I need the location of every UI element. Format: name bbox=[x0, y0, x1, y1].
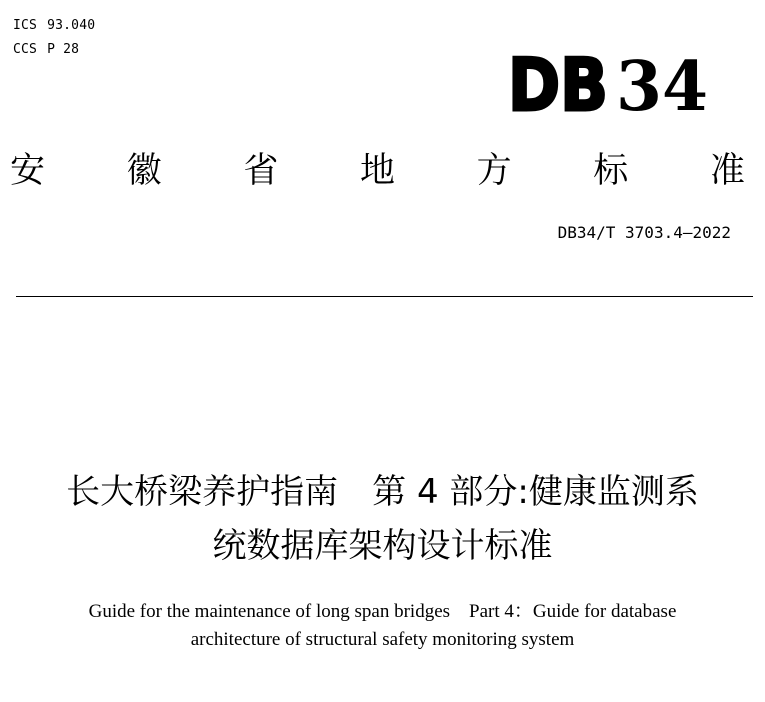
ccs-code: P 28 bbox=[47, 42, 80, 57]
banner-char: 标 bbox=[593, 151, 629, 191]
ccs-code-line bbox=[13, 42, 79, 58]
standard-number: DB34/T 3703.4—2022 bbox=[557, 223, 731, 242]
title-en-line-1: Guide for the maintenance of long span bridges Part 4：Guide for database bbox=[88, 601, 677, 622]
ics-code-line bbox=[13, 18, 95, 34]
title-en-line-2: architecture of structural safety monitoring system bbox=[190, 629, 575, 650]
title-cn-line-1: 长大桥梁养护指南 第 4 部分:健康监测系 bbox=[66, 472, 699, 512]
ics-label: ICS bbox=[13, 18, 38, 33]
ics-code: 93.040 bbox=[47, 18, 96, 33]
banner-char: 安 bbox=[10, 151, 46, 191]
standard-mark-digits: 34 bbox=[616, 47, 708, 127]
ccs-label: CCS bbox=[13, 42, 38, 57]
banner-char: 准 bbox=[709, 151, 745, 191]
standard-category-banner bbox=[10, 146, 745, 196]
standard-mark bbox=[508, 40, 718, 130]
standard-mark-svg bbox=[508, 40, 718, 130]
banner-char: 地 bbox=[359, 151, 395, 191]
banner-char: 徽 bbox=[126, 151, 162, 191]
title-cn-line-2: 统数据库架构设计标准 bbox=[212, 526, 553, 566]
divider-rule bbox=[16, 296, 753, 297]
banner-char: 方 bbox=[476, 151, 512, 191]
banner-char: 省 bbox=[243, 151, 279, 191]
standard-mark-letters: DB bbox=[508, 43, 608, 127]
